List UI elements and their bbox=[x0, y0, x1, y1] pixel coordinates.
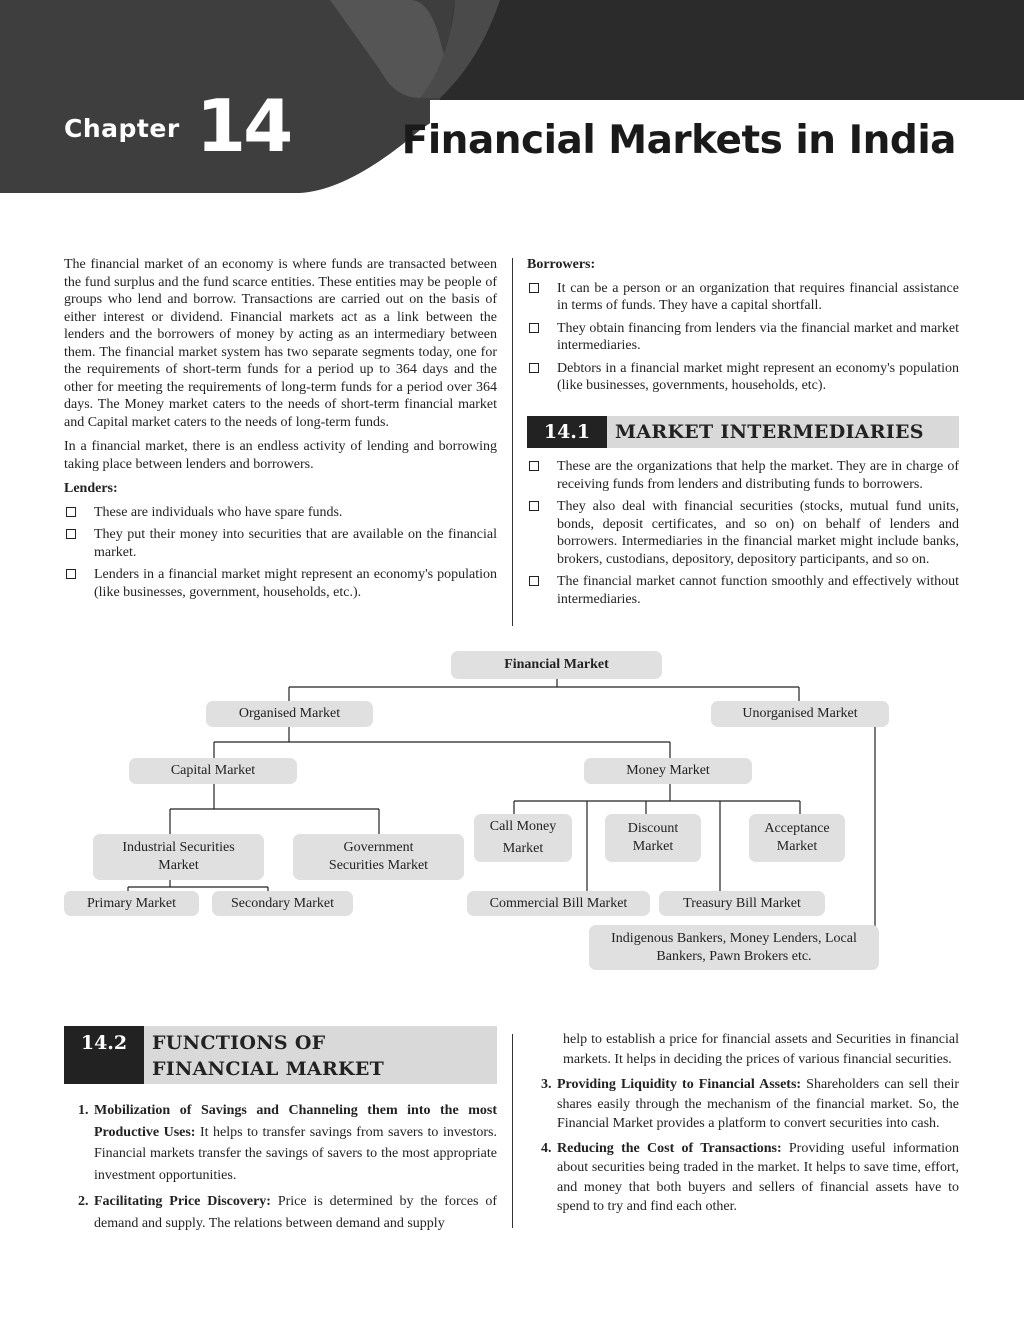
page-title: Financial Markets in India bbox=[401, 118, 956, 163]
list-item: These are the organizations that help the market. They are in charge of receiving funds from lenders and distributing funds to borrowers. bbox=[527, 458, 959, 493]
section-title: FUNCTIONS OF FINANCIAL MARKET bbox=[152, 1032, 385, 1080]
lenders-heading: Lenders: bbox=[64, 481, 118, 496]
diagram-node-call-money-market: Call Money Market bbox=[474, 814, 572, 862]
section-title: MARKET INTERMEDIARIES bbox=[615, 421, 924, 443]
continuation-paragraph: help to establish a price for financial assets and Securities in financial markets. It helps in deciding the prices of various financial securities. bbox=[563, 1032, 959, 1067]
diagram-node-capital-market: Capital Market bbox=[129, 758, 297, 784]
diagram-node-treasury-bill-market: Treasury Bill Market bbox=[659, 891, 825, 916]
list-item: 4. Reducing the Cost of Transactions: Providing useful information about securities being traded in the market. It helps to save time, effort, and money that both buyers and sellers of financial assets have to spend to try and find each other. bbox=[541, 1140, 959, 1214]
diagram-node-commercial-bill-market: Commercial Bill Market bbox=[467, 891, 650, 916]
functions-right-column bbox=[527, 1030, 959, 1222]
list-item: It can be a person or an organization that requires financial assistance in terms of funds. They have a capital shortfall. bbox=[527, 280, 959, 315]
list-item: Debtors in a financial market might represent an economy's population (like businesses, governments, households, etc). bbox=[527, 360, 959, 395]
diagram-node-financial-market: Financial Market bbox=[451, 651, 662, 679]
diagram-node-primary-market: Primary Market bbox=[64, 891, 199, 916]
list-item: They obtain financing from lenders via the financial market and market intermediaries. bbox=[527, 320, 959, 355]
chapter-label: Chapter bbox=[64, 114, 180, 143]
diagram-node-industrial-securities: Industrial Securities Market bbox=[93, 834, 264, 880]
diagram-node-organised-market: Organised Market bbox=[206, 701, 373, 727]
diagram-node-discount-market: Discount Market bbox=[605, 814, 701, 862]
list-item: Lenders in a financial market might represent an economy's population (like businesses, government, households, etc.). bbox=[64, 566, 497, 601]
diagram-node-money-market: Money Market bbox=[584, 758, 752, 784]
diagram-node-acceptance-market: Acceptance Market bbox=[749, 814, 845, 862]
list-item: 1. Mobilization of Savings and Channeling them into the most Productive Uses: It helps to transfer savings from savers to investors. Financial markets transfer the savings of savers to the most appropriate investment opportunities. bbox=[78, 1103, 497, 1183]
column-divider bbox=[512, 1034, 513, 1228]
section-number: 14.2 bbox=[64, 1026, 144, 1084]
intro-paragraph-2: In a financial market, there is an endless activity of lending and borrowing taking place between lenders and borrowers. bbox=[64, 439, 497, 472]
list-item: The financial market cannot function smoothly and effectively without intermediaries. bbox=[527, 573, 959, 608]
functions-list-continued bbox=[527, 1075, 959, 1217]
borrowers-heading: Borrowers: bbox=[527, 257, 596, 272]
diagram-node-unorganised-market: Unorganised Market bbox=[711, 701, 889, 727]
intro-paragraph: The financial market of an economy is where funds are transacted between the fund surplus and the fund scarce entities. These entities may be people of groups who lend and borrow. Transactions are carried out on the basis of either interest or dividend. Financial markets act as a link between the lenders and the borrowers of money by acting as an intermediary between them. The financial market system has two separate segments today, one for the requirements of short-term funds for a period up to 364 days and the other for meeting the requirements of long-term funds for a period over 364 days. The Money market caters to the needs of short-term financial market and Capital market caters to the needs of long-term funds. bbox=[64, 257, 497, 430]
diagram-node-secondary-market: Secondary Market bbox=[212, 891, 353, 916]
diagram-node-government-securities: Government Securities Market bbox=[293, 834, 464, 880]
diagram-node-indigenous-bankers: Indigenous Bankers, Money Lenders, Local Bankers, Pawn Brokers etc. bbox=[589, 925, 879, 970]
chapter-number: 14 bbox=[196, 84, 291, 168]
section-14-2-heading bbox=[64, 1026, 497, 1084]
functions-list bbox=[64, 1100, 497, 1234]
list-item: These are individuals who have spare funds. bbox=[64, 504, 497, 522]
functions-left-column bbox=[64, 1100, 497, 1239]
list-item: They also deal with financial securities (stocks, mutual fund units, bonds, deposit certificates, and so on) on behalf of lenders and borrowers. Intermediaries in the financial market might include banks, brokers, custodians, depository, depository participants, and so on. bbox=[527, 498, 959, 568]
list-item: 2. Facilitating Price Discovery: Price is determined by the forces of demand and supply. The relations between demand and supply bbox=[78, 1194, 497, 1231]
list-item: 3. Providing Liquidity to Financial Assets: Shareholders can sell their shares easily through the mechanism of the financial market. So, the Financial Market provides a platform to convert securities into cash. bbox=[541, 1077, 959, 1131]
section-number: 14.1 bbox=[527, 416, 607, 448]
list-item: They put their money into securities that are available on the financial market. bbox=[64, 526, 497, 561]
